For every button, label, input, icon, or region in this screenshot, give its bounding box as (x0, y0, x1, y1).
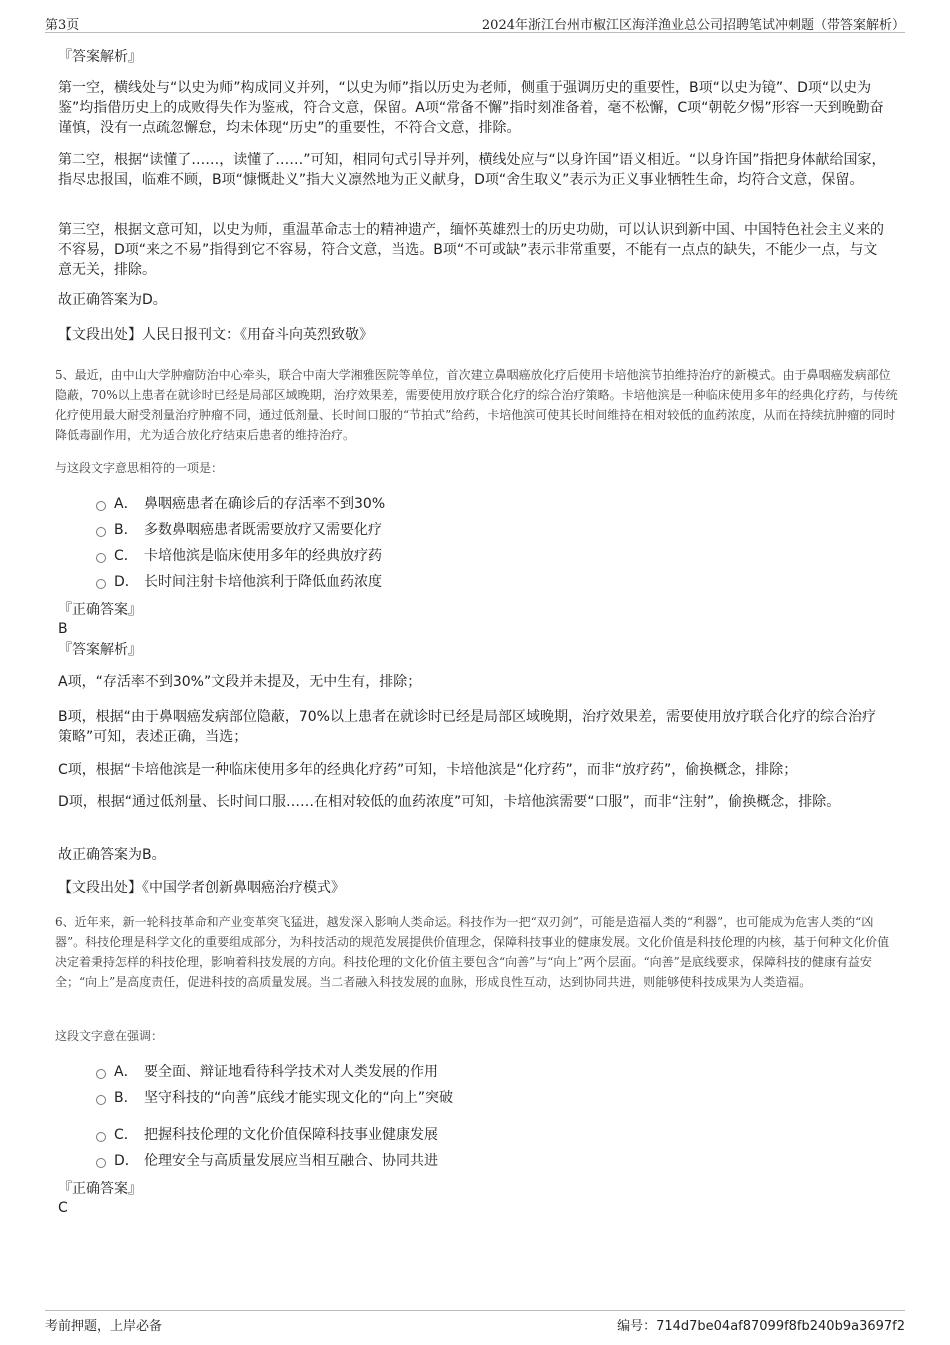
q5-conclusion: 故正确答案为B。 (58, 847, 166, 863)
q6-stem: 6、近年来，新一轮科技革命和产业变革突飞猛进，越发深入影响人类命运。科技作为一把“双刃剑”，可能是造福人类的“利器”，也可能成为危害人类的“凶器”。科技伦理是科学文化的重要组成部分，为科技活动的规范发展提供价值理念，保障科技事业的健康发展。文化价值是科技伦理的内核，基于何种文化价值决定着秉持怎样的科技伦理，影响着科技发展的方向。科技伦理的文化价值主要包含“向善”与“向上”两个层面。“向善”是底线要求，保障科技的健康有益安全；“向上”是高度责任，促进科技的高质量发展。当二者融入科技发展的血脉，形成良性互动，达到协同共进，则能够使科技成果为人类造福。 (55, 915, 890, 989)
radio-icon[interactable] (96, 1095, 106, 1105)
q5-stem: 5、最近，由中山大学肿瘤防治中心牵头，联合中南大学湘雅医院等单位，首次建立鼻咽癌放化疗后使用卡培他滨节拍维持治疗的新模式。由于鼻咽癌发病部位隐蔽，70%以上患者在就诊时已经是局部区域晚期，治疗效果差，需要使用放疗联合化疗的综合治疗策略。卡培他滨是一种临床使用多年的经典化疗药，与传统化疗使用最大耐受剂量治疗肿瘤不同，通过低剂量、长时间口服的“节拍式”给药，卡培他滨可使其长时间维持在相对较低的血药浓度，从而在持续抗肿瘤的同时降低毒副作用，尤为适合放化疗结束后患者的维持治疗。 (55, 368, 898, 442)
q4-analysis-p2: 第二空，根据“读懂了……，读懂了……”可知，相同句式引导并列，横线处应与“以身许国”语义相近。“以身许国”指把身体献给国家，指尽忠报国，临难不顾，B项“慷慨赴义”指大义凛然地为正义献身，D项“舍生取义”表示为正义事业牺牲生命，均符合文意，保留。 (58, 152, 886, 188)
q6-option-c[interactable]: C． 把握科技伦理的文化价值保障科技事业健康发展 (96, 1125, 438, 1145)
page-header (45, 12, 905, 33)
page-footer (45, 1310, 905, 1335)
q4-analysis-label: 『答案解析』 (58, 49, 142, 65)
q6-answer-label: 『正确答案』 (58, 1181, 142, 1197)
q5-analysis-d: D项，根据“通过低剂量、长时间口服……在相对较低的血药浓度”可知，卡培他滨需要“口服”，而非“注射”，偷换概念，排除。 (58, 794, 841, 810)
q6-option-a[interactable]: A． 要全面、辩证地看待科学技术对人类发展的作用 (96, 1062, 438, 1082)
q4-analysis-p3: 第三空，根据文意可知，以史为师，重温革命志士的精神遗产，缅怀英雄烈士的历史功勋，可以认识到新中国、中国特色社会主义来的不容易，D项“来之不易”指得到它不容易，符合文意，当选。B项“不可或缺”表示非常重要，不能有一点点的缺失，不能少一点，与文意无关，排除。 (58, 222, 884, 278)
q5-option-d[interactable]: D． 长时间注射卡培他滨利于降低血药浓度 (96, 572, 382, 592)
q5-analysis-b: B项，根据“由于鼻咽癌发病部位隐蔽，70%以上患者在就诊时已经是局部区域晚期，治疗效果差，需要使用放疗联合化疗的综合治疗策略”可知，表述正确，当选； (58, 709, 876, 745)
q5-option-c[interactable]: C． 卡培他滨是临床使用多年的经典放疗药 (96, 546, 382, 566)
q5-analysis-label: 『答案解析』 (58, 642, 142, 658)
q5-option-b[interactable]: B． 多数鼻咽癌患者既需要放疗又需要化疗 (96, 520, 382, 540)
q5-answer-label: 『正确答案』 (58, 602, 142, 618)
q5-analysis-a: A项，“存活率不到30%”文段并未提及，无中生有，排除； (58, 674, 422, 690)
q4-analysis-p1: 第一空，横线处与“以史为师”构成同义并列，“以史为师”指以历史为老师，侧重于强调历史的重要性，B项“以史为镜”、D项“以史为鉴”均指借历史上的成败得失作为鉴戒，符合文意，保留。A项“常备不懈”指时刻准备着，毫不松懈，C项“朝乾夕惕”形容一天到晚勤奋谨慎，没有一点疏忽懈怠，均未体现“历史”的重要性，不符合文意，排除。 (58, 80, 884, 136)
radio-icon[interactable] (96, 579, 106, 589)
radio-icon[interactable] (96, 501, 106, 511)
document-title: 2024年浙江台州市椒江区海洋渔业总公司招聘笔试冲刺题（带答案解析） (481, 18, 905, 33)
q4-conclusion: 故正确答案为D。 (58, 292, 167, 308)
radio-icon[interactable] (96, 1132, 106, 1142)
q6-answer: C (58, 1200, 68, 1216)
q6-option-b[interactable]: B． 坚守科技的“向善”底线才能实现文化的“向上”突破 (96, 1088, 453, 1108)
page-number: 第3页 (45, 18, 80, 33)
q6-option-d[interactable]: D． 伦理安全与高质量发展应当相互融合、协同共进 (96, 1151, 438, 1171)
radio-icon[interactable] (96, 1158, 106, 1168)
q5-source: 【文段出处】《中国学者创新鼻咽癌治疗模式》 (58, 880, 345, 896)
q6-question: 这段文字意在强调： (55, 1029, 164, 1043)
q5-answer: B (58, 621, 68, 637)
q5-question: 与这段文字意思相符的一项是： (55, 461, 224, 475)
radio-icon[interactable] (96, 553, 106, 563)
q5-option-a[interactable]: A． 鼻咽癌患者在确诊后的存活率不到30% (96, 494, 385, 514)
radio-icon[interactable] (96, 1069, 106, 1079)
document-id: 编号：714d7be04af87099f8fb240b9a3697f2 (617, 1319, 905, 1334)
q5-analysis-c: C项，根据“卡培他滨是一种临床使用多年的经典化疗药”可知，卡培他滨是“化疗药”，而非“放疗药”，偷换概念，排除； (58, 762, 798, 778)
q4-source: 【文段出处】人民日报刊文：《用奋斗向英烈致敬》 (58, 327, 373, 343)
footer-slogan: 考前押题，上岸必备 (45, 1319, 163, 1334)
radio-icon[interactable] (96, 527, 106, 537)
